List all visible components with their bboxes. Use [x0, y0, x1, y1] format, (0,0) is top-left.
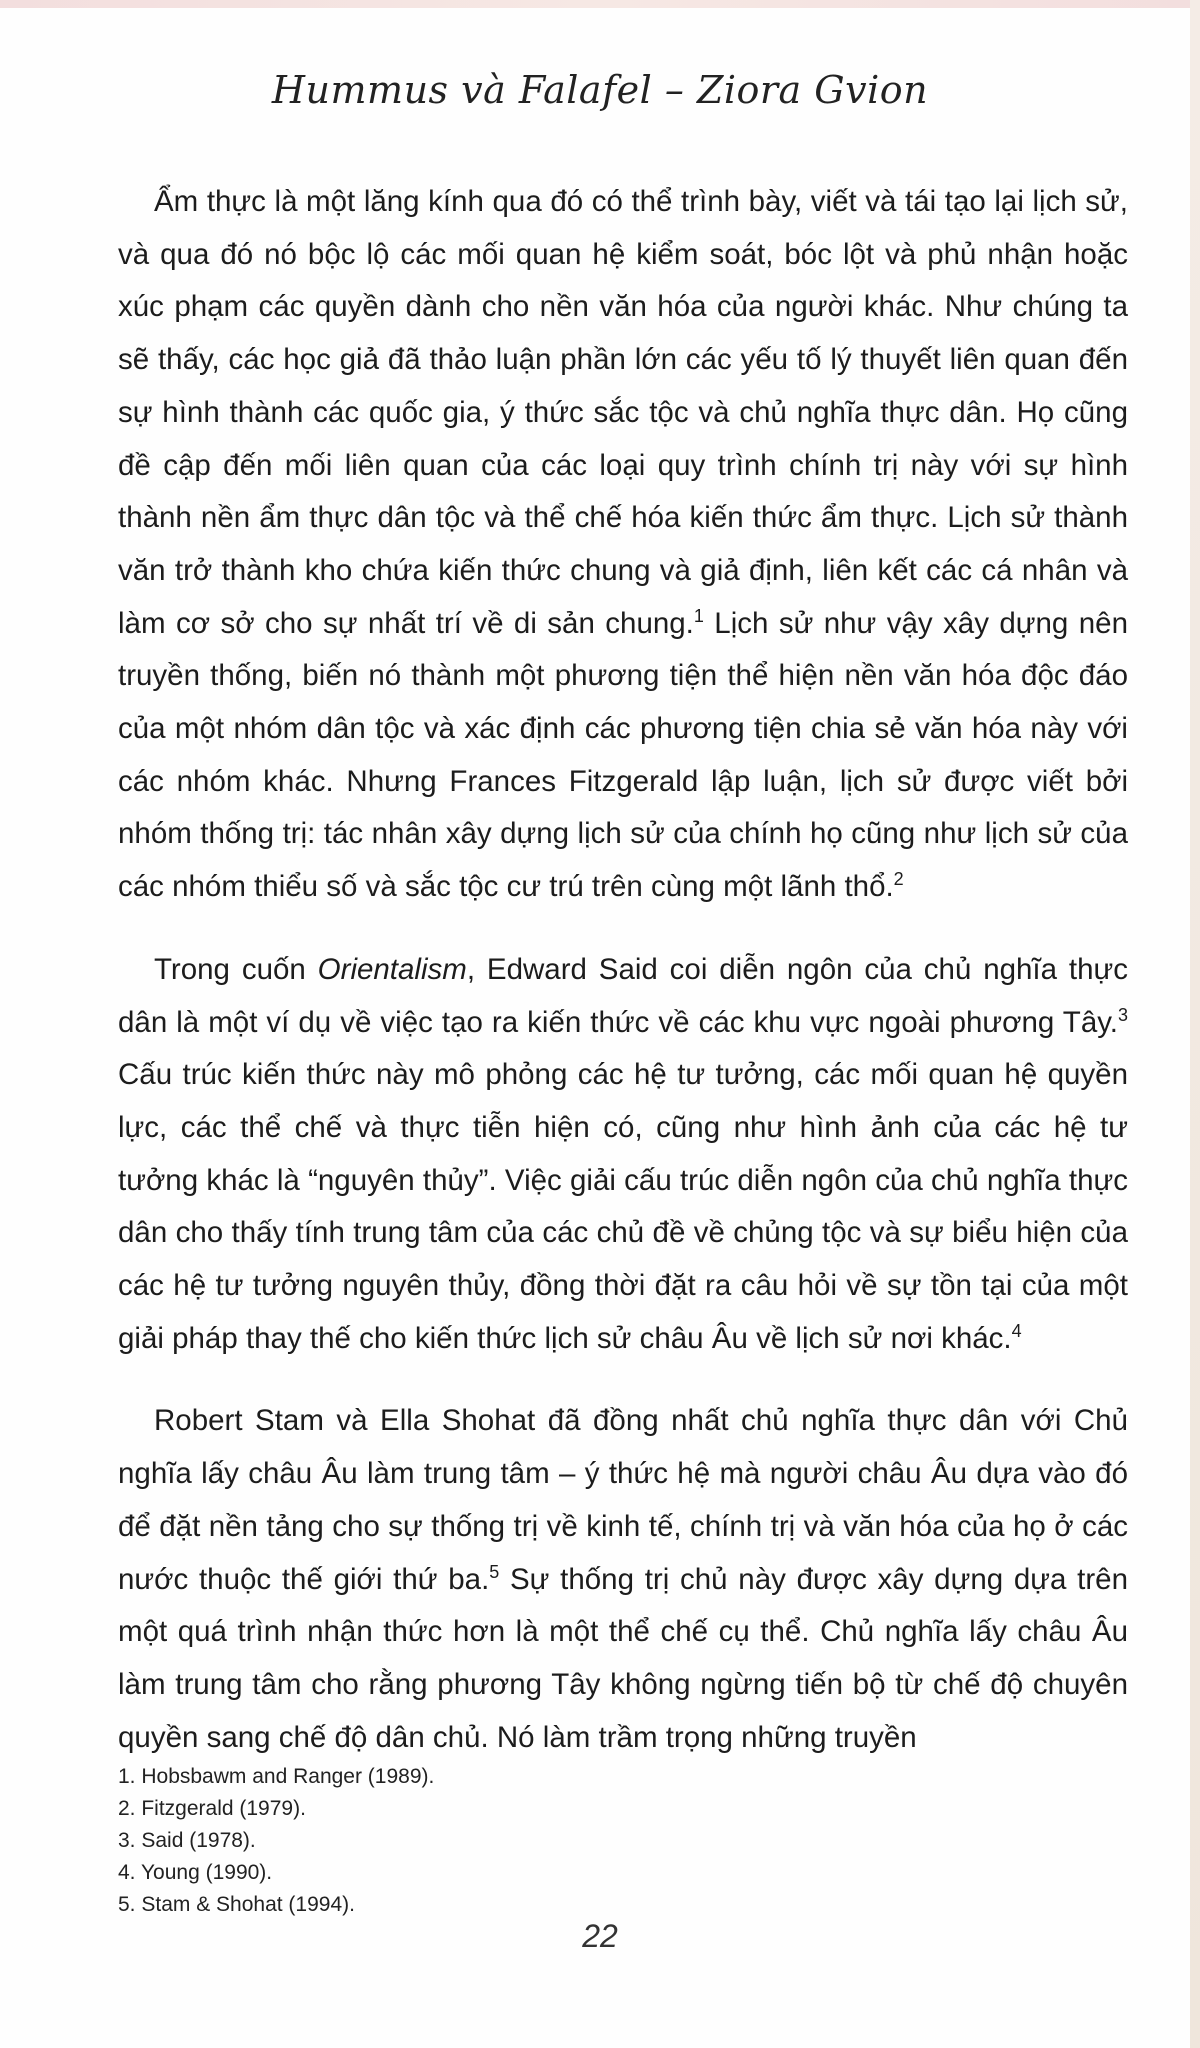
footnote-2: 2. Fitzgerald (1979). [118, 1797, 306, 1820]
footnote-1: 1. Hobsbawm and Ranger (1989). [118, 1765, 435, 1788]
footnote-3: 3. Said (1978). [118, 1829, 256, 1852]
paragraph-3-text-a: Robert Stam và Ella Shohat đã đồng nhất chủ nghĩa thực dân với Chủ nghĩa lấy châu Âu làm trung tâm – ý thức hệ mà người châu Âu dựa vào đó để đặt nền tảng cho sự thống trị về kinh tế, chính trị và văn hóa của họ ở các nước thuộc thế giới thứ ba. [118, 1404, 1128, 1596]
paragraph-1-text-b: Lịch sử như vậy xây dựng nên truyền thống, biến nó thành một phương tiện thể hiện nền văn hóa độc đáo của một nhóm dân tộc và xác định các phương tiện chia sẻ văn hóa này với các nhóm khác. Nhưng Frances Fitzgerald lập luận, lịch sử được viết bởi nhóm thống trị: tác nhân xây dựng lịch sử của chính họ cũng như lịch sử của các nhóm thiểu số và sắc tộc cư trú trên cùng một lãnh thổ. [118, 606, 1128, 904]
footnotes [118, 1761, 1128, 1921]
body-text [118, 176, 1128, 1764]
paragraph-1-text-a: Ẩm thực là một lăng kính qua đó có thể trình bày, viết và tái tạo lại lịch sử, và qua đó nó bộc lộ các mối quan hệ kiểm soát, bóc lột và phủ nhận hoặc xúc phạm các quyền dành cho nền văn hóa của người khác. Như chúng ta sẽ thấy, các học giả đã thảo luận phần lớn các yếu tố lý thuyết liên quan đến sự hình thành các quốc gia, ý thức sắc tộc và chủ nghĩa thực dân. Họ cũng đề cập đến mối liên quan của các loại quy trình chính trị này với sự hình thành nền ẩm thực dân tộc và thể chế hóa kiến thức ẩm thực. Lịch sử thành văn trở thành kho chứa kiến thức chung và giả định, liên kết các cá nhân và làm cơ sở cho sự nhất trí về di sản chung. [118, 185, 1128, 640]
paragraph-2-text-c: Cấu trúc kiến thức này mô phỏng các hệ tư tưởng, các mối quan hệ quyền lực, các thể chế và thực tiễn hiện có, cũng như hình ảnh của các hệ tư tưởng khác là “nguyên thủy”. Việc giải cấu trúc diễn ngôn của chủ nghĩa thực dân cho thấy tính trung tâm của các chủ đề về chủng tộc và sự biểu hiện của các hệ tư tưởng nguyên thủy, đồng thời đặt ra câu hỏi về sự tồn tại của một giải pháp thay thế cho kiến thức lịch sử châu Âu về lịch sử nơi khác. [118, 1058, 1128, 1355]
page-number: 22 [582, 1918, 618, 1954]
footnote-5: 5. Stam & Shohat (1994). [118, 1893, 355, 1916]
paragraph-3 [118, 1395, 1128, 1764]
page-top-edge [0, 0, 1200, 8]
paragraph-2-text-a: Trong cuốn [154, 952, 318, 986]
paragraph-2 [118, 944, 1128, 1366]
running-head: Hummus và Falafel – Ziora Gvion [271, 68, 929, 112]
footnote-4: 4. Young (1990). [118, 1861, 273, 1884]
footnote-ref-4: 4 [1011, 1320, 1022, 1341]
page-right-edge [1190, 0, 1200, 2048]
footnote-ref-5: 5 [489, 1561, 500, 1582]
footnote-ref-1: 1 [693, 605, 704, 626]
paragraph-3-text-b: Sự thống trị chủ này được xây dựng dựa trên một quá trình nhận thức hơn là một thể chế cụ thể. Chủ nghĩa lấy châu Âu làm trung tâm cho rằng phương Tây không ngừng tiến bộ từ chế độ chuyên quyền sang chế độ dân chủ. Nó làm trầm trọng những truyền [118, 1562, 1128, 1754]
footnote-ref-3: 3 [1117, 1004, 1128, 1025]
paragraph-2-text-b: , Edward Said coi diễn ngôn của chủ nghĩa thực dân là một ví dụ về việc tạo ra kiến thức về các khu vực ngoài phương Tây. [118, 952, 1128, 1039]
footnote-ref-2: 2 [893, 869, 904, 890]
book-title-orientalism: Orientalism [317, 952, 467, 986]
paragraph-1 [118, 176, 1128, 914]
